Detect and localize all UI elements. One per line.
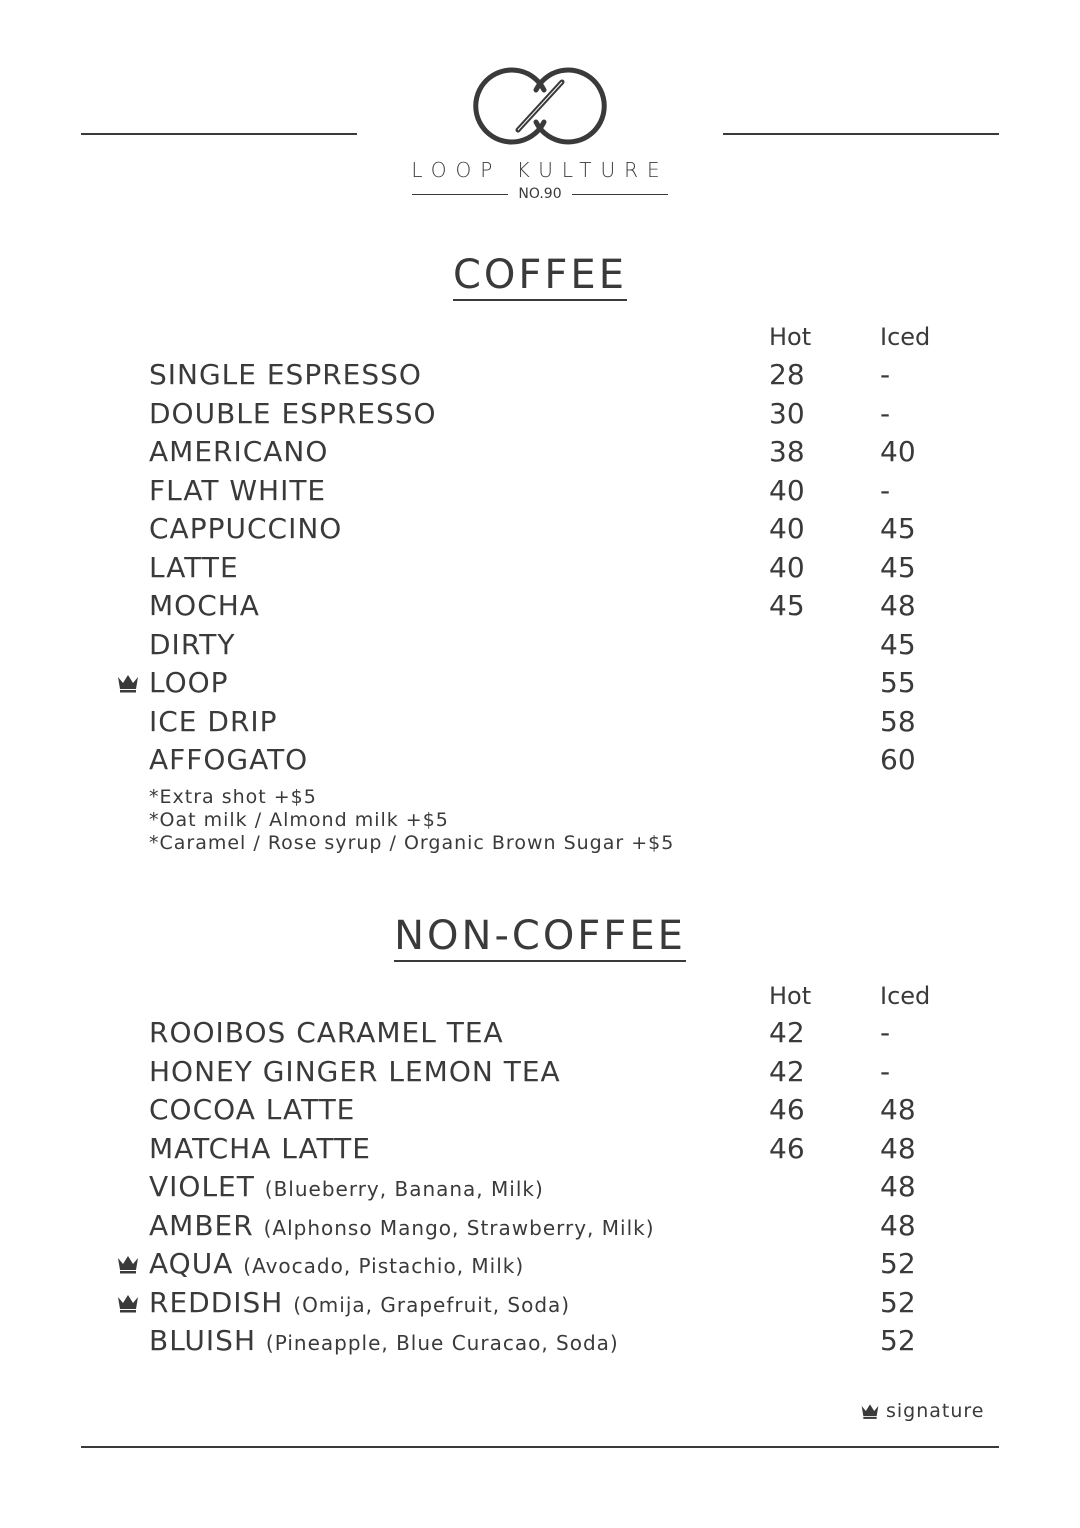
menu-item-row	[0, 1132, 1080, 1170]
crown-icon	[116, 672, 140, 694]
menu-item-price-iced: 52	[880, 1285, 916, 1319]
brand-sub	[412, 186, 668, 202]
menu-item-title: LOOP	[149, 666, 229, 699]
menu-item-row	[0, 1209, 1080, 1247]
menu-item-price-iced: 48	[880, 1208, 916, 1242]
menu-item-row	[0, 1324, 1080, 1362]
menu-item-price-iced: -	[880, 358, 891, 391]
menu-item-title: AFFOGATO	[149, 743, 309, 776]
menu-item-description: (Pineapple, Blue Curacao, Soda)	[265, 1331, 619, 1355]
header-rule-left	[81, 133, 357, 135]
menu-item-title: ROOIBOS CARAMEL TEA	[149, 1016, 504, 1049]
menu-item-price-iced: 48	[880, 1093, 916, 1126]
menu-item-price-hot: 46	[769, 1093, 805, 1126]
menu-item-price-iced: 40	[880, 435, 916, 468]
menu-item-title: LATTE	[149, 550, 239, 584]
menu-item-price-hot: 28	[769, 358, 805, 391]
menu-item-row	[0, 628, 1080, 666]
menu-item-row	[0, 397, 1080, 435]
menu-item-name	[149, 551, 239, 584]
menu-item-name	[149, 1286, 570, 1319]
menu-item-name	[149, 589, 260, 622]
menu-item-row	[0, 435, 1080, 473]
menu-item-row	[0, 589, 1080, 627]
menu-item-name	[149, 1016, 504, 1049]
crown-icon	[116, 1292, 140, 1314]
brand-sub-label: NO.90	[518, 186, 562, 202]
brand-sub-line-left	[412, 194, 508, 195]
menu-item-price-iced: 58	[880, 704, 916, 738]
menu-item-title: AMERICANO	[149, 435, 329, 468]
menu-item-price-hot: 30	[769, 396, 805, 430]
crown-icon	[860, 1402, 880, 1420]
menu-item-title: HONEY GINGER LEMON TEA	[149, 1054, 561, 1088]
menu-item-row	[0, 474, 1080, 512]
menu-item-name	[149, 1132, 371, 1165]
menu-item-description: (Avocado, Pistachio, Milk)	[243, 1254, 525, 1278]
menu-item-name	[149, 1170, 544, 1203]
menu-item-price-iced: 48	[880, 589, 916, 622]
coffee-col-iced: Iced	[880, 323, 931, 351]
menu-item-name	[149, 666, 229, 699]
menu-item-price-iced: -	[880, 396, 891, 430]
brand-name: LOOP KULTURE	[411, 158, 669, 182]
menu-item-price-iced: -	[880, 473, 891, 507]
coffee-notes	[149, 786, 674, 855]
menu-item-price-hot: 42	[769, 1016, 805, 1049]
menu-item-name	[149, 512, 342, 545]
menu-item-name	[149, 397, 437, 430]
noncoffee-col-iced: Iced	[880, 982, 931, 1010]
menu-item-title: MATCHA LATTE	[149, 1131, 371, 1165]
menu-item-price-hot: 46	[769, 1131, 805, 1165]
noncoffee-title-text: NON-COFFEE	[394, 913, 686, 962]
noncoffee-col-hot: Hot	[769, 982, 812, 1010]
menu-item-price-iced: 45	[880, 627, 916, 661]
menu-item-title: BLUISH	[149, 1324, 256, 1357]
coffee-note: *Caramel / Rose syrup / Organic Brown Sugar +$5	[149, 832, 675, 854]
menu-item-row	[0, 1093, 1080, 1131]
menu-item-row	[0, 1247, 1080, 1285]
menu-item-row	[0, 1286, 1080, 1324]
menu-item-price-iced: 52	[880, 1247, 916, 1280]
menu-item-name	[149, 705, 278, 738]
menu-item-name	[149, 1247, 524, 1280]
menu-item-price-iced: 55	[880, 666, 916, 699]
menu-item-price-hot: 40	[769, 512, 805, 545]
header-rule-right	[723, 133, 999, 135]
menu-item-title: AQUA	[149, 1247, 234, 1280]
menu-item-name	[149, 435, 328, 468]
menu-item-price-hot: 40	[769, 550, 805, 584]
menu-item-price-iced: 48	[880, 1131, 916, 1165]
menu-item-price-iced: 45	[880, 512, 916, 545]
menu-item-title: SINGLE ESPRESSO	[149, 358, 422, 391]
menu-item-name	[149, 1055, 561, 1088]
brand-sub-line-right	[572, 194, 668, 195]
menu-item-title: AMBER	[149, 1208, 254, 1242]
menu-item-title: CAPPUCCINO	[149, 512, 343, 545]
loop-logo-icon	[460, 64, 620, 148]
noncoffee-section-title	[0, 913, 1080, 959]
menu-item-row	[0, 1170, 1080, 1208]
menu-item-price-iced: 60	[880, 743, 916, 776]
menu-item-title: DIRTY	[149, 627, 236, 661]
coffee-title-text: COFFEE	[453, 252, 627, 301]
signature-legend	[860, 1400, 985, 1422]
coffee-section-title	[0, 252, 1080, 298]
menu-item-title: ICE DRIP	[149, 704, 278, 738]
coffee-note: *Extra shot +$5	[149, 786, 317, 808]
coffee-note: *Oat milk / Almond milk +$5	[149, 809, 449, 831]
menu-item-description: (Blueberry, Banana, Milk)	[264, 1177, 544, 1201]
menu-item-name	[149, 358, 422, 391]
menu-item-name	[149, 474, 326, 507]
footer-rule	[81, 1446, 999, 1448]
menu-item-title: MOCHA	[149, 589, 260, 622]
menu-item-row	[0, 551, 1080, 589]
menu-item-price-hot: 38	[769, 435, 805, 468]
menu-item-description: (Alphonso Mango, Strawberry, Milk)	[263, 1215, 655, 1240]
menu-item-price-iced: 48	[880, 1170, 916, 1203]
menu-item-price-hot: 40	[769, 473, 805, 507]
menu-item-title: FLAT WHITE	[149, 473, 327, 507]
menu-item-row	[0, 705, 1080, 743]
menu-item-description: (Omija, Grapefruit, Soda)	[293, 1292, 571, 1317]
menu-item-title: COCOA LATTE	[149, 1093, 356, 1126]
menu-item-title: DOUBLE ESPRESSO	[149, 396, 437, 430]
menu-item-price-hot: 42	[769, 1054, 805, 1088]
menu-item-name	[149, 1209, 655, 1242]
coffee-col-hot: Hot	[769, 323, 812, 351]
menu-item-price-iced: 52	[880, 1324, 916, 1357]
menu-item-price-iced: 45	[880, 550, 916, 584]
menu-item-name	[149, 628, 235, 661]
signature-legend-label: signature	[886, 1400, 985, 1422]
menu-item-row	[0, 358, 1080, 396]
menu-item-title: VIOLET	[149, 1170, 255, 1203]
menu-item-price-hot: 45	[769, 589, 805, 622]
crown-icon	[116, 1253, 140, 1275]
menu-item-price-iced: -	[880, 1016, 891, 1049]
menu-item-row	[0, 1055, 1080, 1093]
menu-item-row	[0, 512, 1080, 550]
menu-item-row	[0, 1016, 1080, 1054]
menu-item-row	[0, 666, 1080, 704]
menu-item-name	[149, 1324, 619, 1357]
menu-item-title: REDDISH	[149, 1285, 284, 1319]
menu-item-row	[0, 743, 1080, 781]
menu-item-name	[149, 743, 308, 776]
menu-item-name	[149, 1093, 355, 1126]
menu-item-price-iced: -	[880, 1054, 891, 1088]
